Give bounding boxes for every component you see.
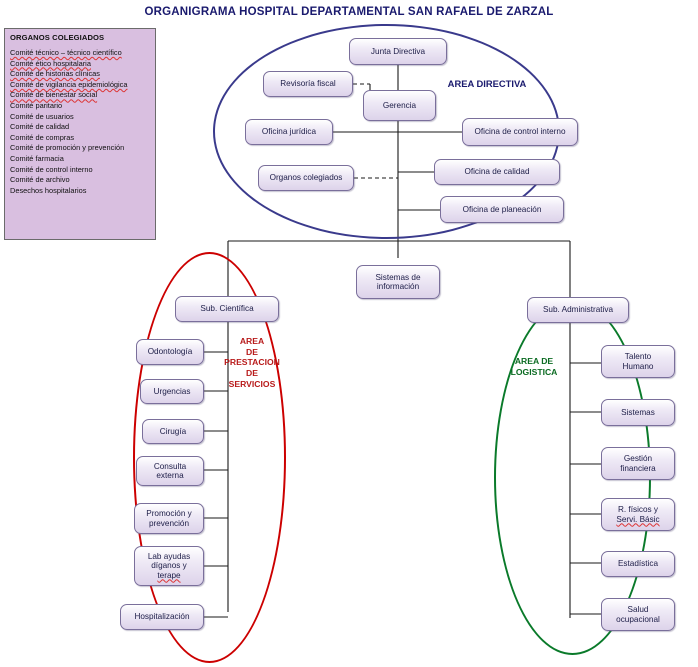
list-item: Comité de historias clínicas — [10, 69, 100, 79]
area-logistica-line: LOGISTICA — [510, 366, 558, 377]
legend-title: ORGANOS COLEGIADOS — [10, 33, 105, 42]
node-line: Servi. Básic — [616, 514, 660, 524]
node-oficina-control-interno[interactable]: Oficina de control interno — [462, 118, 578, 146]
node-line: Estadística — [617, 559, 659, 569]
node-line: Cirugía — [159, 426, 187, 436]
node-line: Humano — [622, 361, 654, 371]
node-line: Salud — [627, 605, 649, 615]
node-line: díganos y — [151, 561, 187, 571]
node-line: financiera — [620, 463, 656, 473]
list-item: Comité técnico – técnico científico — [10, 48, 122, 57]
node-line: prevención — [148, 518, 190, 528]
node-line: Hospitalización — [134, 612, 190, 622]
list-item: Comité de compras — [10, 132, 75, 142]
area-logistica-label — [495, 356, 573, 377]
legend-list — [10, 48, 150, 195]
area-prestacion-line: AREA — [239, 336, 265, 346]
node-line: Odontología — [147, 347, 193, 357]
area-directiva-label: AREA DIRECTIVA — [447, 78, 527, 89]
node-revisoria-fiscal[interactable]: Revisoría fiscal — [263, 71, 353, 97]
node-line: terape — [157, 570, 181, 580]
area-prestacion-line: PRESTACION — [224, 357, 280, 368]
area-prestacion-line: DE — [246, 368, 258, 379]
node-junta-directiva[interactable]: Junta Directiva — [349, 38, 447, 65]
node-line: información — [376, 282, 420, 291]
node-promocion-prevencion[interactable] — [134, 503, 204, 534]
node-line: Sistemas de — [375, 272, 421, 282]
list-item: Comité de archivo — [10, 175, 70, 185]
list-item: Comité de usuarios — [10, 111, 74, 121]
node-cirugia[interactable] — [142, 419, 204, 444]
node-oficina-juridica[interactable]: Oficina jurídica — [245, 119, 333, 145]
node-consulta-externa[interactable] — [136, 456, 204, 486]
node-oficina-calidad[interactable]: Oficina de calidad — [434, 159, 560, 185]
node-hospitalizacion[interactable] — [120, 604, 204, 630]
list-item: Desechos hospitalarios — [10, 185, 87, 195]
node-estadistica[interactable] — [601, 551, 675, 577]
area-prestacion-line: SERVICIOS — [228, 378, 276, 389]
list-item: Comité de promoción y prevención — [10, 143, 125, 153]
node-talento-humano[interactable] — [601, 345, 675, 378]
node-gerencia[interactable]: Gerencia — [363, 90, 436, 121]
list-item: Comité de vigilancia epidemiológica — [10, 79, 128, 89]
node-oficina-planeacion[interactable]: Oficina de planeación — [440, 196, 564, 223]
node-sub-administrativa[interactable]: Sub. Administrativa — [527, 297, 629, 323]
node-line: Promoción y — [146, 509, 192, 519]
node-line: Urgencias — [153, 386, 191, 396]
node-line: Consulta — [153, 461, 187, 471]
organos-colegiados-legend — [4, 28, 156, 240]
node-sub-cientifica[interactable]: Sub. Científica — [175, 296, 279, 322]
area-prestacion-label — [216, 336, 288, 390]
node-gestion-financiera[interactable] — [601, 447, 675, 480]
node-sistemas[interactable] — [601, 399, 675, 426]
node-line: externa — [156, 471, 184, 480]
node-organos-colegiados[interactable]: Organos colegiados — [258, 165, 354, 191]
list-item: Comité paritario — [10, 100, 63, 110]
page-title: ORGANIGRAMA HOSPITAL DEPARTAMENTAL SAN RAFAEL DE ZARZAL — [144, 6, 554, 18]
list-item: Comité de bienestar social — [10, 90, 98, 100]
node-odontologia[interactable] — [136, 339, 204, 365]
node-lab-ayudas-diagnosticas[interactable] — [134, 546, 204, 586]
list-item: Comité ético hospitalaria — [10, 58, 91, 68]
node-salud-ocupacional[interactable] — [601, 598, 675, 631]
area-logistica-line: AREA DE — [514, 356, 554, 366]
node-line: Gestión — [623, 454, 653, 464]
node-line: ocupacional — [616, 614, 660, 624]
node-line: R. físicos y — [617, 505, 659, 515]
list-item: Comité de control interno — [10, 164, 93, 174]
node-sistemas-informacion[interactable] — [356, 265, 440, 299]
area-prestacion-line: DE — [246, 346, 258, 357]
node-line: Talento — [624, 352, 652, 362]
node-urgencias[interactable] — [140, 379, 204, 404]
node-line: Lab ayudas — [147, 551, 191, 561]
node-line: Sistemas — [621, 407, 655, 417]
list-item: Comité de calidad — [10, 122, 70, 132]
list-item: Comité farmacia — [10, 153, 64, 163]
node-recursos-fisicos-servicios-basicos[interactable] — [601, 498, 675, 531]
